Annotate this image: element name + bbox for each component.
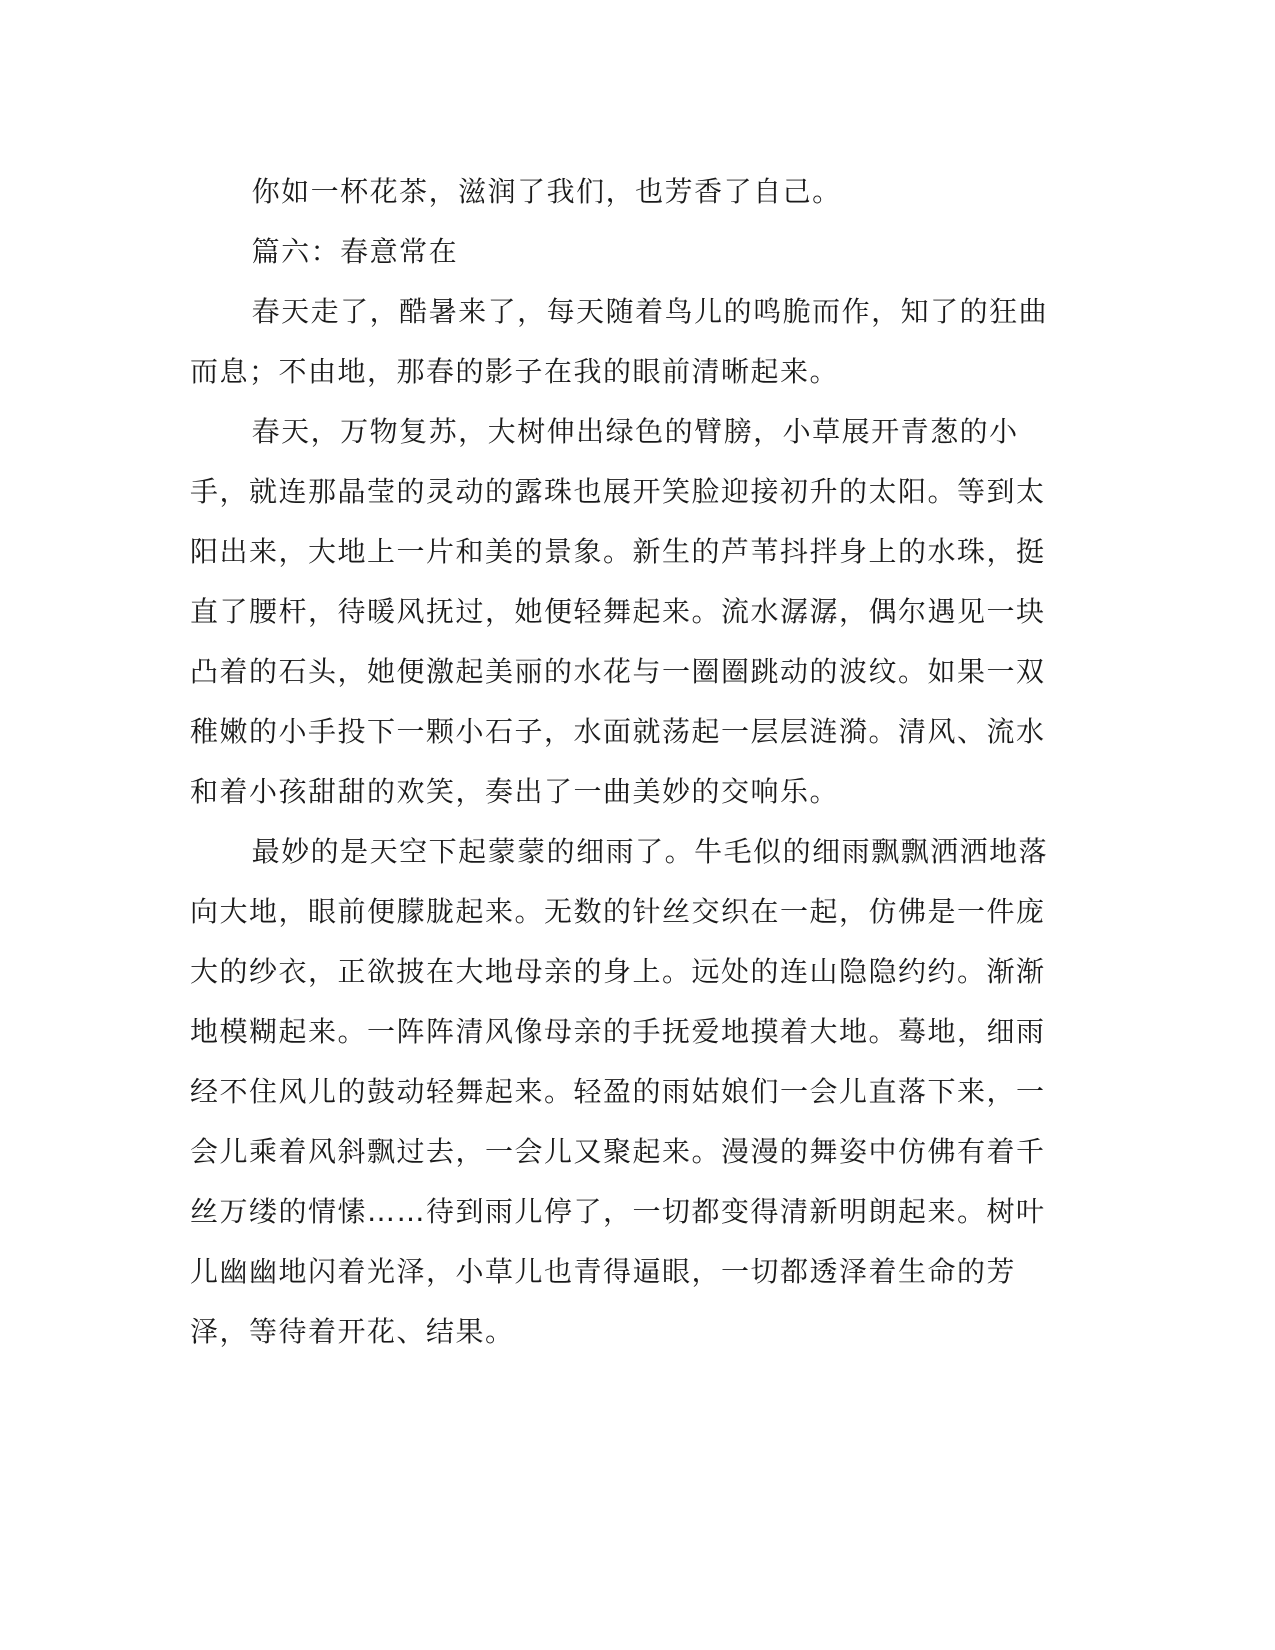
paragraph: 春天走了，酷暑来了，每天随着鸟儿的鸣脆而作，知了的狂曲而息；不由地，那春的影子在我的眼前清晰起来。: [190, 295, 1049, 388]
document-body: [190, 162, 1065, 1362]
section-heading: 篇六：春意常在: [251, 235, 459, 268]
paragraph-closing-line: 你如一杯花茶，滋润了我们，也芳香了自己。: [251, 175, 842, 208]
paragraph: 最妙的是天空下起蒙蒙的细雨了。牛毛似的细雨飘飘洒洒地落向大地，眼前便朦胧起来。无数的针丝交织在一起，仿佛是一件庞大的纱衣，正欲披在大地母亲的身上。远处的连山隐隐约约。渐渐地模糊起来。一阵阵清风像母亲的手抚爱地摸着大地。蓦地，细雨经不住风儿的鼓动轻舞起来。轻盈的雨姑娘们一会儿直落下来，一会儿乘着风斜飘过去，一会儿又聚起来。漫漫的舞姿中仿佛有着千丝万缕的情愫……待到雨儿停了，一切都变得清新明朗起来。树叶儿幽幽地闪着光泽，小草儿也青得逼眼，一切都透泽着生命的芳泽，等待着开花、结果。: [190, 835, 1049, 1348]
paragraph: 春天，万物复苏，大树伸出绿色的臂膀，小草展开青葱的小手，就连那晶莹的灵动的露珠也展开笑脸迎接初升的太阳。等到太阳出来，大地上一片和美的景象。新生的芦苇抖拌身上的水珠，挺直了腰杆，待暖风抚过，她便轻舞起来。流水潺潺，偶尔遇见一块凸着的石头，她便激起美丽的水花与一圈圈跳动的波纹。如果一双稚嫩的小手投下一颗小石子，水面就荡起一层层涟漪。清风、流水和着小孩甜甜的欢笑，奏出了一曲美妙的交响乐。: [190, 415, 1046, 808]
